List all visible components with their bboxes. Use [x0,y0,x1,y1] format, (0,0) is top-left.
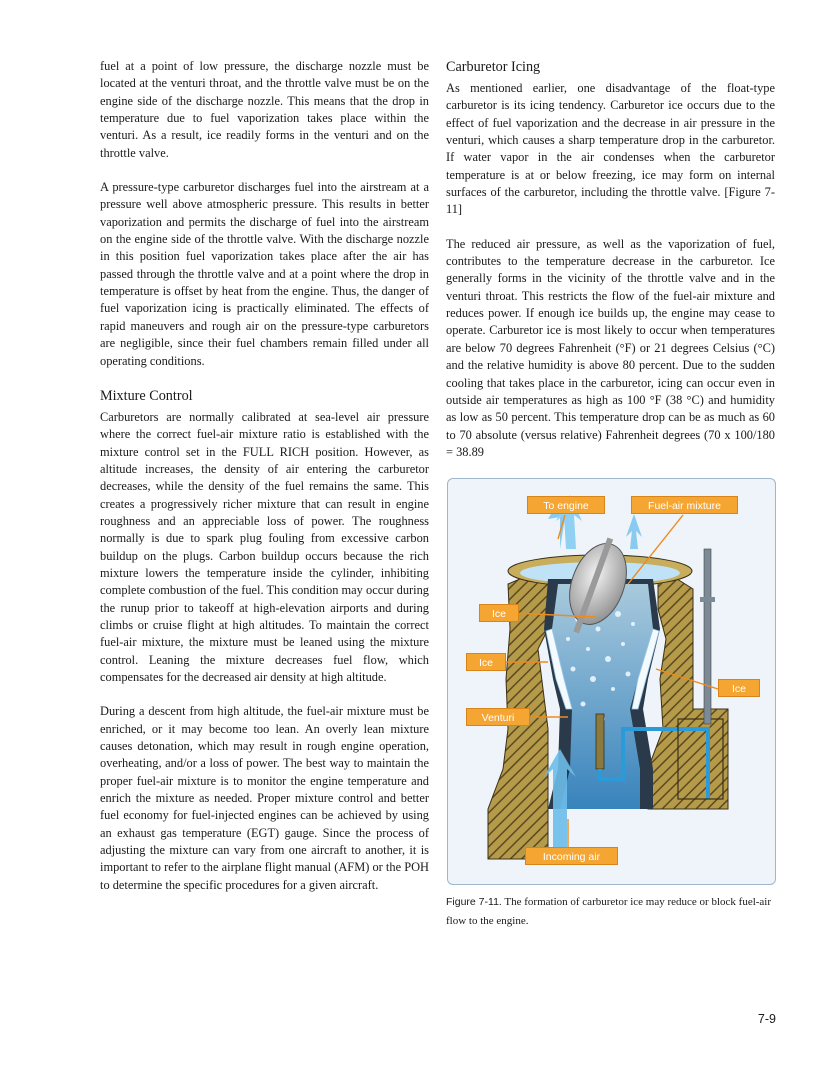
carburetor-icing-figure [447,478,776,885]
discharge-nozzle [596,714,604,769]
paragraph: A pressure-type carburetor discharges fuel into the airstream at a pressure well above atmospheric pressure. This results in better vaporization and permits the discharge of fuel into the airstream on the engine side of the throttle valve. With the discharge nozzle in this position fuel vaporization takes place after the air has passed through the throttle valve and at a point where the drop in temperature is offset by heat from the engine. Thus, the danger of fuel vaporization icing is practically eliminated. The effects of rapid maneuvers and rough air on the pressure-type carburetors are negligible, since their fuel chambers remain filled under all operating conditions. [100,180,429,368]
page-number: 7-9 [757,1012,776,1026]
label-fuel-air-mixture: Fuel-air mixture [631,496,738,514]
section-heading-mixture-control: Mixture Control [100,387,193,404]
airflow-arrow-up-right [626,514,642,549]
paragraph: fuel at a point of low pressure, the discharge nozzle must be located at the venturi throat, and the throttle valve must be on the engine side of the discharge nozzle. This means that the drop in temperature due to fuel vaporization takes place within the venturi. As a result, ice readily forms in the venturi and on the throttle valve. [100,59,429,160]
paragraph: As mentioned earlier, one disadvantage of the float-type carburetor is its icing tendency. Carburetor ice occurs due to the effect of fuel vaporization and the decrease in air pressure in the venturi, which causes a sharp temperature drop in the carburetor. If water vapor in the air condenses when the carburetor temperature is at or below freezing, ice may form on internal surfaces of the carburetor, including the throttle valve. [Figure 7-11] [446,81,775,217]
label-ice-left: Ice [466,653,506,671]
label-incoming-air: Incoming air [525,847,618,865]
figure-caption-label: Figure 7-11. [446,896,502,908]
paragraph: During a descent from high altitude, the fuel-air mixture must be enriched, or it may become too lean. An overly lean mixture causes detonation, which may result in rough engine operation, overheating, and/or a loss of power. The best way to maintain the proper fuel-air mixture is to monitor the engine temperature and enrich the mixture as needed. Proper mixture control and better fuel economy for fuel-injected engines can be achieved by using an exhaust gas temperature (EGT) gauge. Since the process of adjusting the mixture can vary from one aircraft to another, it is important to refer to the airplane flight manual (AFM) or the POH to determine the specific procedures for a given aircraft. [100,704,429,892]
label-ice-upper: Ice [479,604,519,622]
vent-pipe [704,549,711,724]
figure-caption-text: The formation of carburetor ice may reduce or block fuel-air flow to the engine. [446,896,772,927]
right-column [446,58,775,461]
label-venturi: Venturi [466,708,530,726]
label-ice-right: Ice [718,679,760,697]
section-heading-carburetor-icing: Carburetor Icing [446,59,541,75]
label-to-engine: To engine [527,496,605,514]
left-column [100,58,429,894]
paragraph: Carburetors are normally calibrated at sea-level air pressure where the correct fuel-air mixture ratio is established with the mixture control set in the FULL RICH position. However, as altitude increases, the density of air entering the carburetor decreases, while the density of the fuel remains the same. This creates a progressively richer mixture that can result in engine roughness and an appreciable loss of power. The roughness normally is due to spark plug fouling from excessive carbon buildup on the plugs. Carbon buildup occurs because the rich mixture lowers the temperature inside the cylinder, inhibiting complete combustion of the fuel. This condition may occur during the runup prior to takeoff at high-elevation airports and during climbs or cruise flight at high altitudes. To maintain the correct fuel-air mixture, the mixture must be leaned using the mixture control. Leaning the mixture decreases fuel flow, which compensates for the decreased air density at high altitude. [100,409,429,684]
paragraph: The reduced air pressure, as well as the vaporization of fuel, contributes to the temperature decrease in the carburetor. Ice generally forms in the vicinity of the throttle valve and in the venturi throat. This restricts the flow of the fuel-air mixture and reduces power. If enough ice builds up, the engine may cease to operate. Carburetor ice is most likely to occur when temperatures are below 70 degrees Fahrenheit (°F) or 21 degrees Celsius (°C) and the relative humidity is above 80 percent. Due to the sudden cooling that takes place in the carburetor, icing can occur even in outside air temperatures as high as 100 °F (38 °C) and humidity as low as 50 percent. This temperature drop can be as much as 60 to 70 absolute (versus relative) Fahrenheit degrees (70 x 100/180 = 38.89 [446,236,775,459]
figure-caption [446,893,776,931]
